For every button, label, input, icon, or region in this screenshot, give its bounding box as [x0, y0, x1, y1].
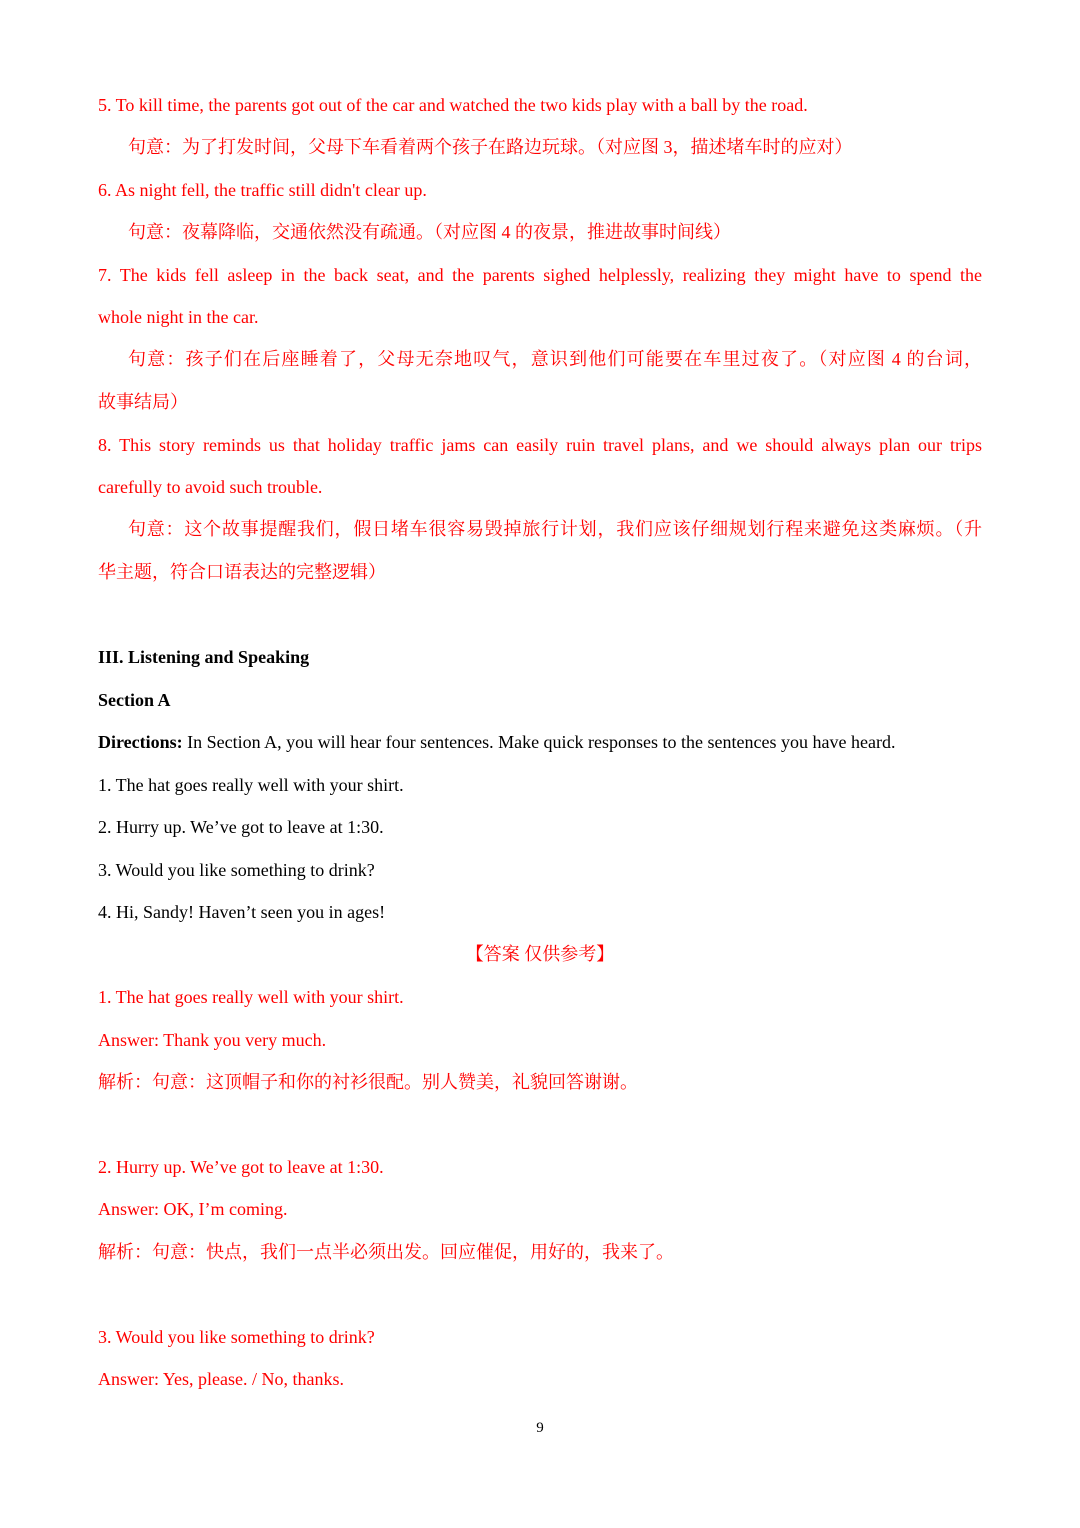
sentence-5-english: 5. To kill time, the parents got out of the car and watched the two kids play with a ball by the road. — [98, 95, 808, 115]
section-heading: III. Listening and Speaking — [98, 647, 310, 667]
answer-title: 【答案 仅供参考】 — [465, 944, 615, 964]
answer-2-question: 2. Hurry up. We’ve got to leave at 1:30. — [98, 1157, 384, 1177]
directions-text: In Section A, you will hear four sentences. Make quick responses to the sentences you have heard. — [182, 732, 896, 752]
sentence-8-english-line1: 8. This story reminds us that holiday traffic jams can easily ruin travel plans, and we should always plan our trips — [98, 435, 982, 455]
subsection-heading: Section A — [98, 690, 171, 710]
sentence-7-translation-line1: 句意：孩子们在后座睡着了，父母无奈地叹气，意识到他们可能要在车里过夜了。（对应图 4 的台词， — [128, 349, 982, 369]
answer-1-explanation: 解析：句意：这顶帽子和你的衬衫很配。别人赞美，礼貌回答谢谢。 — [98, 1072, 638, 1092]
sentence-7-english-line1: 7. The kids fell asleep in the back seat, and the parents sighed helplessly, realizing they might have to spend the — [98, 265, 982, 285]
directions-label: Directions: — [98, 732, 183, 752]
answer-3-question: 3. Would you like something to drink? — [98, 1327, 375, 1347]
answer-2-response: Answer: OK, I’m coming. — [98, 1199, 288, 1219]
page-number: 9 — [536, 1420, 544, 1436]
sentence-5-translation: 句意：为了打发时间，父母下车看着两个孩子在路边玩球。（对应图 3，描述堵车时的应对） — [128, 137, 853, 157]
sentence-7-translation-line2: 故事结局） — [98, 392, 188, 412]
sentence-6-translation: 句意：夜幕降临，交通依然没有疏通。（对应图 4 的夜景，推进故事时间线） — [128, 222, 731, 242]
question-4: 4. Hi, Sandy! Haven’t seen you in ages! — [98, 902, 386, 922]
question-2: 2. Hurry up. We’ve got to leave at 1:30. — [98, 817, 384, 837]
directions — [98, 730, 982, 754]
answer-3-response: Answer: Yes, please. / No, thanks. — [98, 1369, 344, 1389]
answer-1-response: Answer: Thank you very much. — [98, 1030, 327, 1050]
question-1: 1. The hat goes really well with your shirt. — [98, 775, 404, 795]
answer-2-explanation: 解析：句意：快点，我们一点半必须出发。回应催促，用好的，我来了。 — [98, 1242, 674, 1262]
sentence-6-english: 6. As night fell, the traffic still didn't clear up. — [98, 180, 427, 200]
question-3: 3. Would you like something to drink? — [98, 860, 375, 880]
sentence-8-translation-line1: 句意：这个故事提醒我们，假日堵车很容易毁掉旅行计划，我们应该仔细规划行程来避免这类麻烦。（升 — [128, 519, 982, 539]
sentence-7-english-line2: whole night in the car. — [98, 307, 259, 327]
sentence-8-english-line2: carefully to avoid such trouble. — [98, 477, 323, 497]
answer-1-question: 1. The hat goes really well with your shirt. — [98, 987, 404, 1007]
sentence-8-translation-line2: 华主题，符合口语表达的完整逻辑） — [98, 562, 386, 582]
